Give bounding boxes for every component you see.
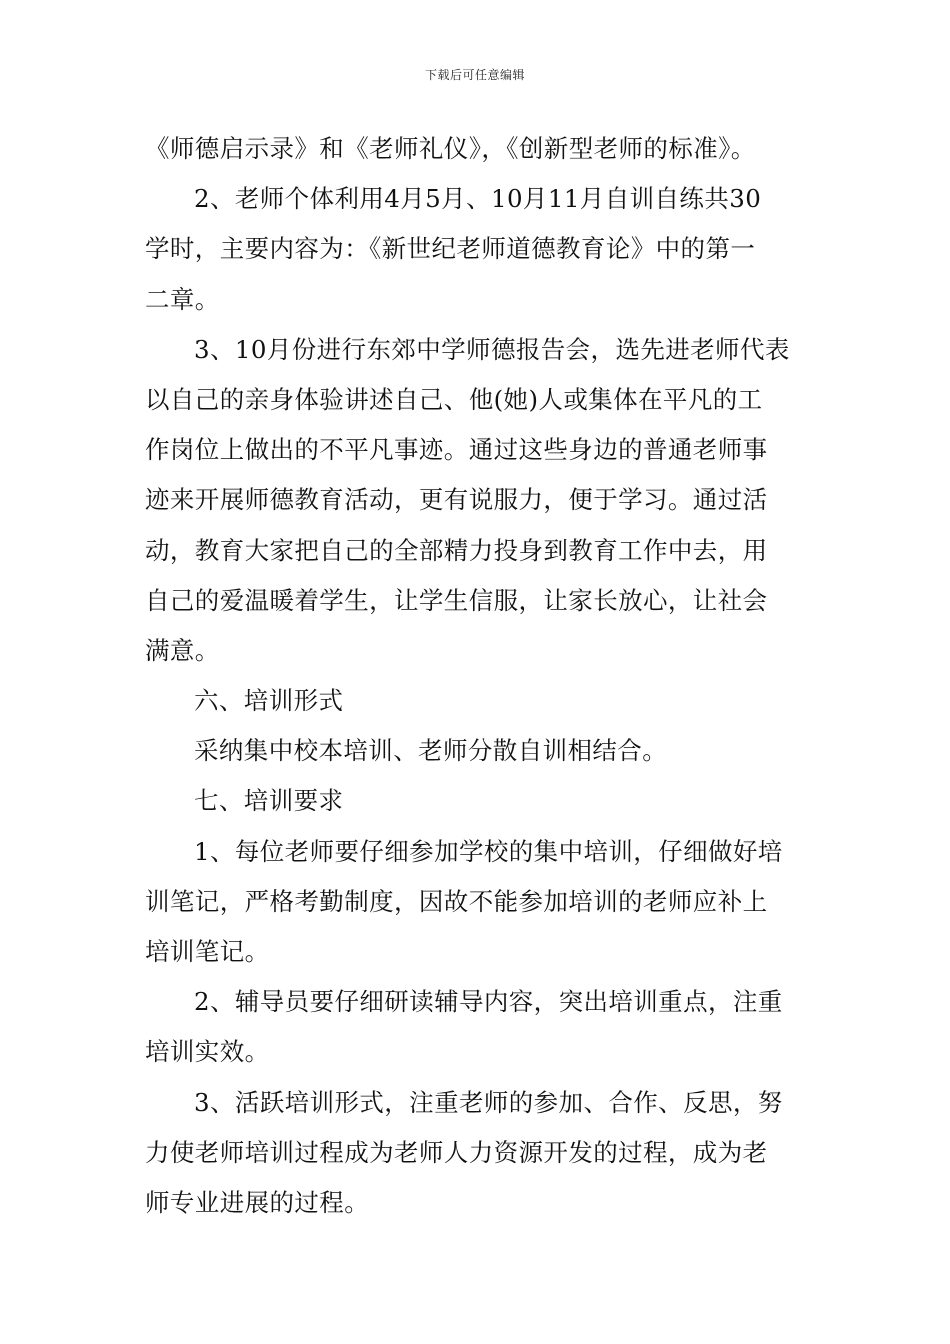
text-line: 以自己的亲身体验讲述自己、他(她)人或集体在平凡的工 xyxy=(145,384,763,414)
requirement-item-3: 3、活跃培训形式，注重老师的参加、合作、反思，努 xyxy=(194,1087,783,1117)
paragraph-training-format: 采纳集中校本培训、老师分散自训相结合。 xyxy=(194,736,668,766)
text-line: 学时，主要内容为：《新世纪老师道德教育论》中的第一 xyxy=(145,234,756,264)
text-line: 培训笔记。 xyxy=(145,937,270,966)
paragraph-item-3: 3、10月份进行东郊中学师德报告会，选先进老师代表 xyxy=(194,334,790,364)
page-header: 下载后可任意编辑 xyxy=(424,68,525,82)
text-line: 动，教育大家把自己的全部精力投身到教育工作中去，用 xyxy=(145,535,768,565)
text-line: 培训实效。 xyxy=(145,1037,270,1067)
paragraph-item-2: 2、老师个体利用4月5月、10月11月自训自练共30 xyxy=(194,184,762,214)
section-heading-training-requirements: 七、培训要求 xyxy=(194,786,344,816)
text-line: 训笔记，严格考勤制度，因故不能参加培训的老师应补上 xyxy=(145,886,768,916)
text-line: 二章。 xyxy=(145,284,220,314)
requirement-item-2: 2、辅导员要仔细研读辅导内容，突出培训重点，注重 xyxy=(194,987,783,1017)
text-line: 自己的爱温暖着学生，让学生信服，让家长放心，让社会 xyxy=(145,585,768,615)
text-line: 满意。 xyxy=(145,635,220,665)
text-line: 迹来开展师德教育活动，更有说服力，便于学习。通过活 xyxy=(145,485,768,515)
document-body xyxy=(145,124,813,1228)
text-line: 力使老师培训过程成为老师人力资源开发的过程，成为老 xyxy=(145,1137,768,1167)
section-heading-training-format: 六、培训形式 xyxy=(194,686,344,716)
requirement-item-1: 1、每位老师要仔细参加学校的集中培训，仔细做好培 xyxy=(194,836,783,866)
text-line: 《师德启示录》和《老师礼仪》，《创新型老师的标准》。 xyxy=(145,134,756,163)
text-line: 师专业进展的过程。 xyxy=(145,1187,370,1217)
text-line: 作岗位上做出的不平凡事迹。通过这些身边的普通老师事 xyxy=(145,435,768,465)
